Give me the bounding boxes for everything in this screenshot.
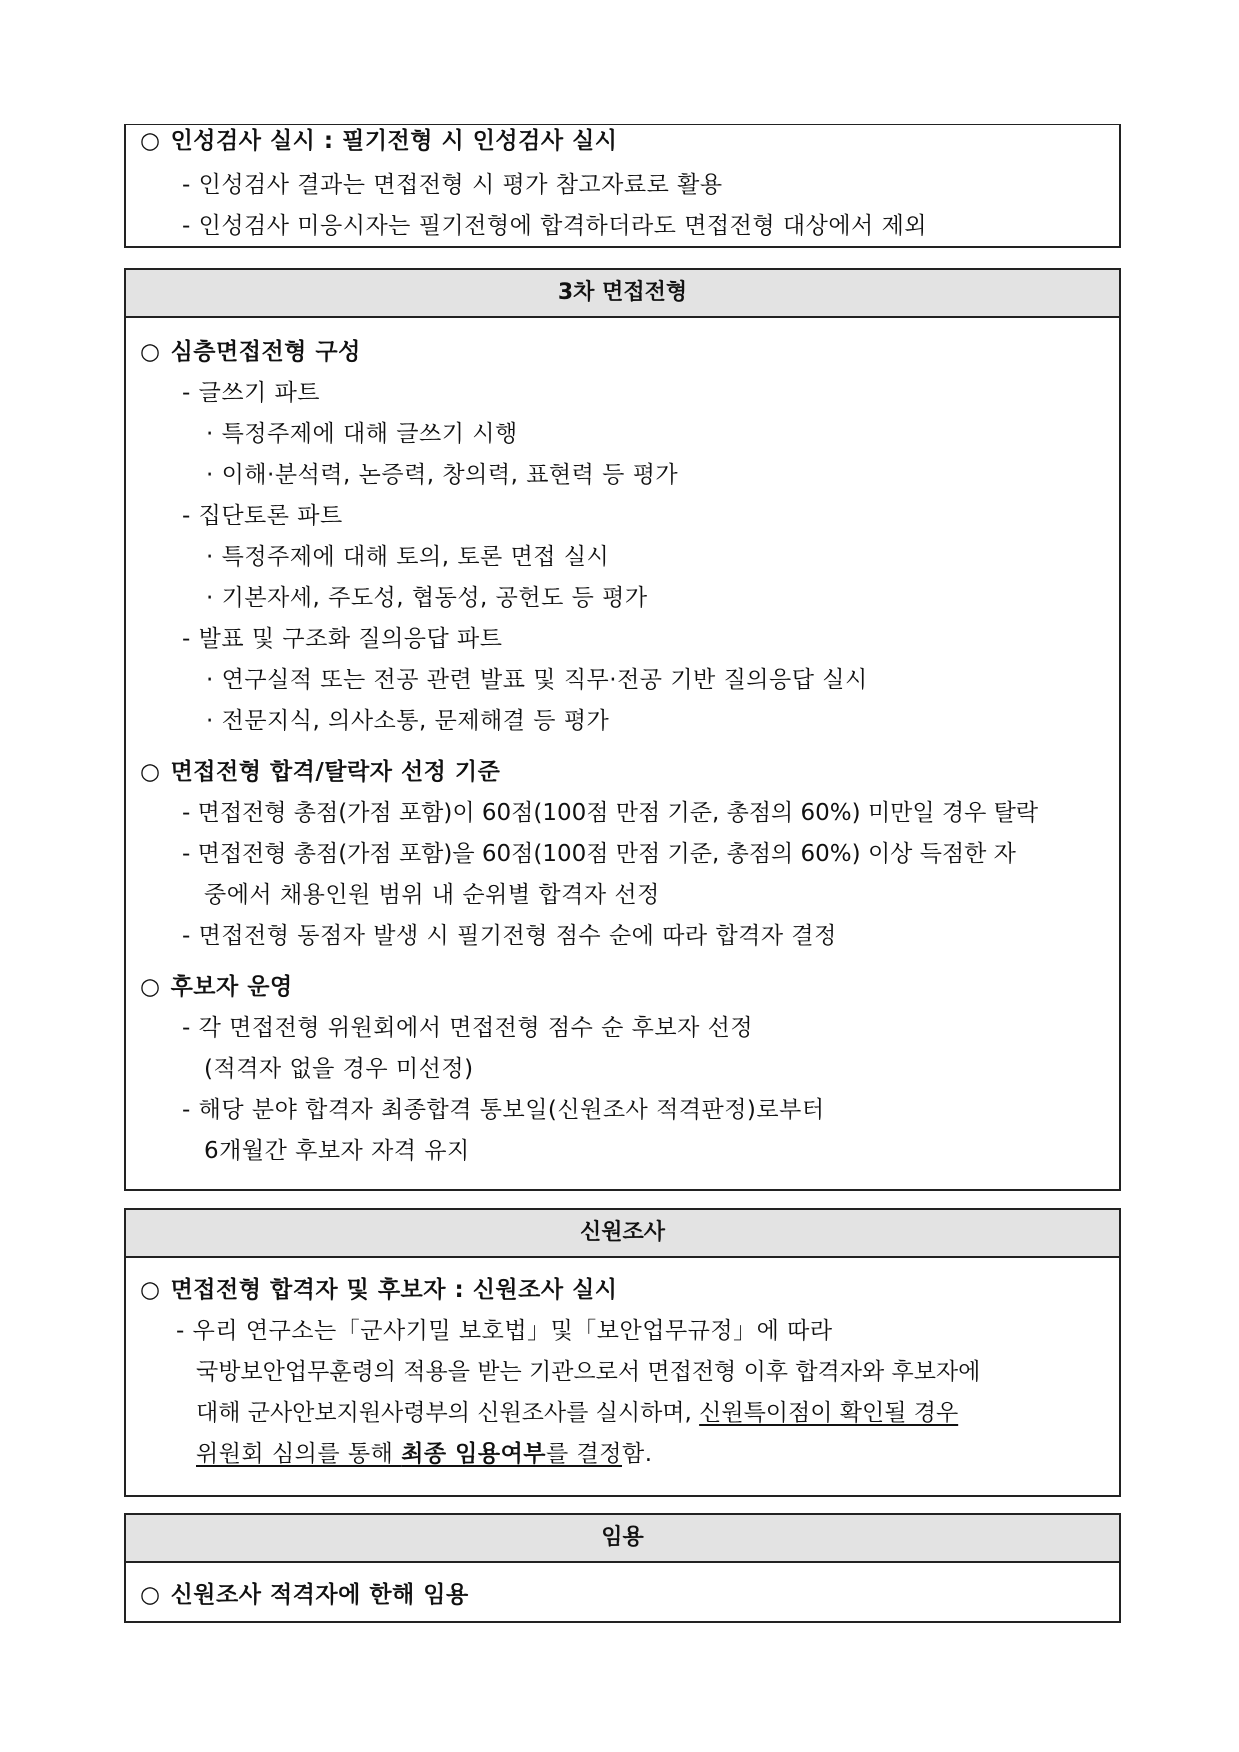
paragraph-line: 위원회 심의를 통해 최종 임용여부를 결정함. (196, 1441, 653, 1467)
list-item: - 글쓰기 파트 (182, 380, 321, 406)
list-item: 6개월간 후보자 자격 유지 (204, 1138, 470, 1164)
list-item: - 해당 분야 합격자 최종합격 통보일(신원조사 적격판정)로부터 (182, 1097, 825, 1123)
interview-section-box (124, 268, 1121, 1191)
list-item: - 면접전형 총점(가점 포함)이 60점(100점 만점 기준, 총점의 60%) 미만일 경우 탈락 (182, 800, 1039, 826)
list-item: · 이해·분석력, 논증력, 창의력, 표현력 등 평가 (206, 462, 679, 488)
paragraph-line: 국방보안업무훈령의 적용을 받는 기관으로서 면접전형 이후 합격자와 후보자에 (196, 1359, 981, 1385)
pass-fail-criteria-heading: ○ 면접전형 합격/탈락자 선정 기준 (140, 759, 501, 785)
circle-bullet-icon: ○ (140, 759, 161, 785)
list-item: - 인성검사 결과는 면접전형 시 평가 참고자료로 활용 (182, 172, 723, 198)
personality-test-box (124, 124, 1121, 248)
list-item: - 면접전형 총점(가점 포함)을 60점(100점 만점 기준, 총점의 60%) 이상 득점한 자 (182, 841, 1016, 867)
list-item: 중에서 채용인원 범위 내 순위별 합격자 선정 (204, 882, 660, 908)
paragraph-line: - 우리 연구소는「군사기밀 보호법」및「보안업무규정」에 따라 (176, 1318, 833, 1344)
list-item: · 특정주제에 대해 글쓰기 시행 (206, 421, 518, 447)
list-item: - 집단토론 파트 (182, 503, 343, 529)
background-check-box (124, 1208, 1121, 1497)
bold-underlined-text: 최종 임용여부 (401, 1441, 547, 1467)
list-item: - 발표 및 구조화 질의응답 파트 (182, 626, 503, 652)
list-item: - 각 면접전형 위원회에서 면접전형 점수 순 후보자 선정 (182, 1015, 754, 1041)
circle-bullet-icon: ○ (140, 974, 161, 1000)
section-title: 신원조사 (126, 1210, 1119, 1258)
list-item: - 인성검사 미응시자는 필기전형에 합격하더라도 면접전형 대상에서 제외 (182, 213, 928, 239)
list-item: · 기본자세, 주도성, 협동성, 공헌도 등 평가 (206, 585, 648, 611)
background-check-heading: ○ 면접전형 합격자 및 후보자 : 신원조사 실시 (140, 1277, 618, 1303)
list-item: - 면접전형 동점자 발생 시 필기전형 점수 순에 따라 합격자 결정 (182, 923, 837, 949)
circle-bullet-icon: ○ (140, 1277, 161, 1303)
personality-test-heading: ○ 인성검사 실시 : 필기전형 시 인성검사 실시 (140, 128, 618, 154)
candidate-operation-heading: ○ 후보자 운영 (140, 974, 293, 1000)
circle-bullet-icon: ○ (140, 128, 161, 154)
appointment-heading: ○ 신원조사 적격자에 한해 임용 (140, 1582, 469, 1608)
underlined-text: 신원특이점이 확인될 경우 (699, 1400, 959, 1426)
interview-composition-heading: ○ 심층면접전형 구성 (140, 339, 361, 365)
appointment-box (124, 1513, 1121, 1623)
section-title: 임용 (126, 1515, 1119, 1563)
paragraph-line: 대해 군사안보지원사령부의 신원조사를 실시하며, 신원특이점이 확인될 경우 (196, 1400, 959, 1426)
list-item: · 연구실적 또는 전공 관련 발표 및 직무·전공 기반 질의응답 실시 (206, 667, 868, 693)
list-item: (적격자 없을 경우 미선정) (204, 1056, 474, 1082)
circle-bullet-icon: ○ (140, 1582, 161, 1608)
list-item: · 특정주제에 대해 토의, 토론 면접 실시 (206, 544, 610, 570)
section-title: 3차 면접전형 (126, 270, 1119, 318)
list-item: · 전문지식, 의사소통, 문제해결 등 평가 (206, 708, 610, 734)
circle-bullet-icon: ○ (140, 339, 161, 365)
